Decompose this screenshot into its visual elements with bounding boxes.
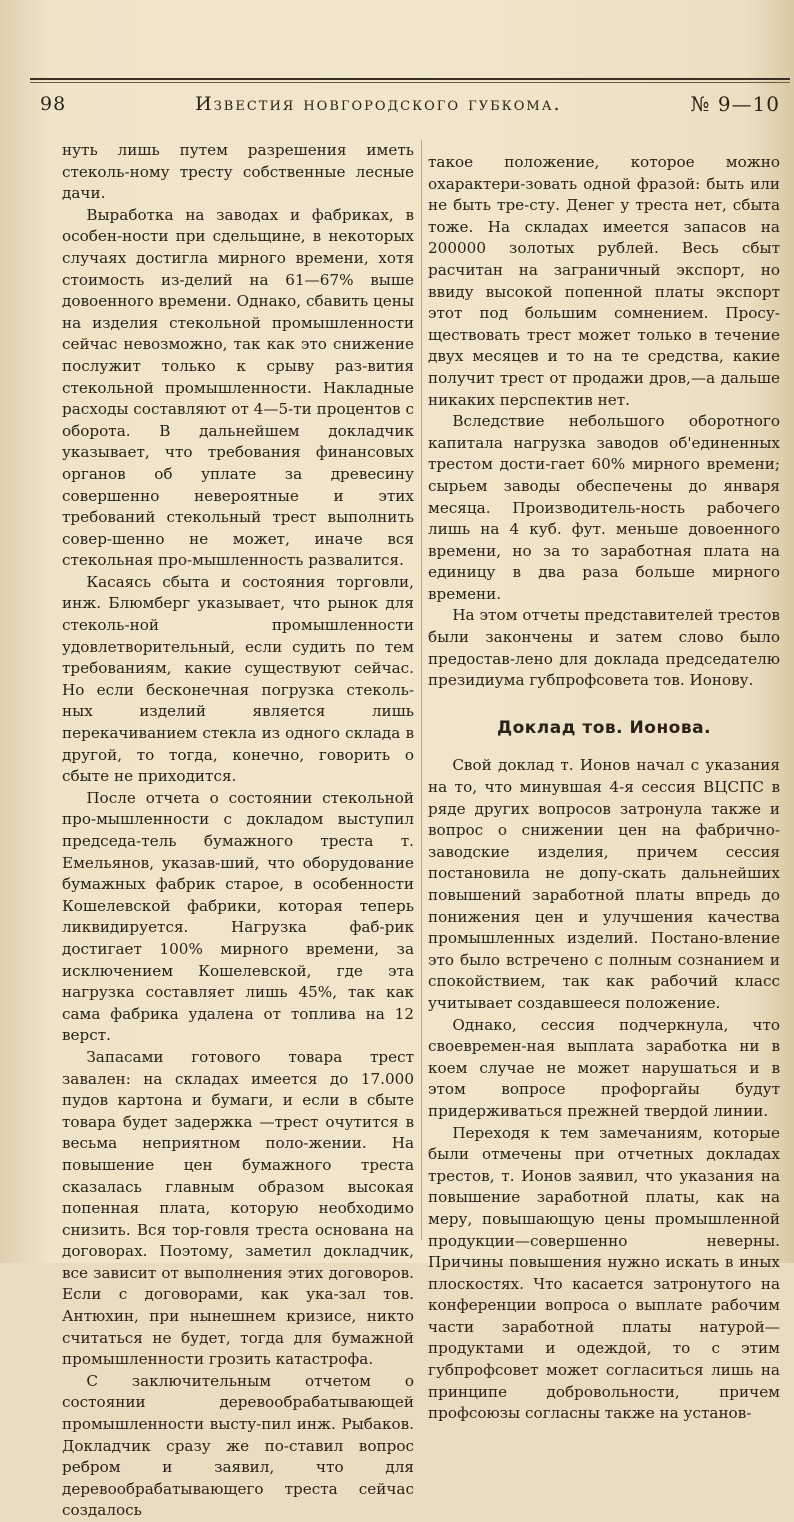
issue-number: № 9—10 xyxy=(690,92,780,116)
left-column xyxy=(62,140,414,1522)
journal-title: Известия новгородского губкома. xyxy=(195,93,562,115)
paragraph: Вследствие небольшого оборотного капитала нагрузка заводов об'единенных трестом дости-гает 60% мирного времени; сырьем заводы обеспечены до января месяца. Производитель-ность рабочего лишь на 4 куб. фут. меньше довоенного времени, но за то заработная плата на единицу в два раза больше мирного времени. xyxy=(428,412,780,603)
paragraph: На этом отчеты представителей трестов были закончены и затем слово было предостав-лено для доклада председателю президиума губпрофсовета тов. Ионову. xyxy=(428,606,780,690)
paragraph: Переходя к тем замечаниям, которые были отмечены при отчетных докладах трестов, т. Ионов заявил, что указания на повышение заработной платы, как на меру, повышающую цены промышленной продукции—совершенно неверны. Причины повышения нужно искать в иных плоскостях. Что касается затронутого на конференции вопроса о выплате рабочим части заработной платы натурой—продуктами и одеждой, то с этим губпрофсовет может согласиться лишь на принципе добровольности, причем профсоюзы согласны также на установ- xyxy=(428,1123,780,1423)
paragraph: Свой доклад т. Ионов начал с указания на то, что минувшая 4-я сессия ВЦСПС в ряде других вопросов затронула также и вопрос о снижении цен на фабрично-заводские изделия, причем сессия постановила не допу-скать дальнейших повышений заработной платы впредь до понижения цен и улучшения качества промышленных изделий. Постано-вление это было встречено с полным сознанием и спокойствием, так как рабочий класс учитывает создавшееся положение. xyxy=(428,756,780,1012)
header-rule xyxy=(30,78,790,80)
paragraph: После отчета о состоянии стекольной про-мышленности с докладом выступил председа-тель бумажного треста т. Емельянов, указав-ший, что оборудование бумажных фабрик старое, в особенности Кошелевской фабрики, которая теперь ликвидируется. Нагрузка фаб-рик достигает 100% мирного времени, за исключением Кошелевской, где эта нагрузка составляет лишь 45%, так как сама фабрика удалена от топлива на 12 верст. xyxy=(62,788,414,1045)
paragraph: С заключительным отчетом о состоянии деревообрабатывающей промышленности высту-пил инж. Рыбаков. Докладчик сразу же по-ставил вопрос ребром и заявил, что для деревообрабатывающего треста сейчас создалось xyxy=(62,1371,414,1520)
paragraph: Выработка на заводах и фабриках, в особен-ности при сдельщине, в некоторых случаях достигла мирного времени, хотя стоимость из-делий на 61—67% выше довоенного времени. Однако, сбавить цены на изделия стекольной промышленности сейчас невозможно, так как это снижение послужит только к срыву раз-вития стекольной промышленности. Накладные расходы составляют от 4—5-ти процентов с оборота. В дальнейшем докладчик указывает, что требования финансовых органов об уплате за древесину совершенно невероятные и этих требований стекольный трест выполнить совер-шенно не может, иначе вся стекольная про-мышленность развалится. xyxy=(62,205,414,570)
paragraph: такое положение, которое можно охарактери-зовать одной фразой: быть или не быть тре-сту. Денег у треста нет, сбыта тоже. На складах имеется запасов на 200000 золотых рублей. Весь сбыт расчитан на заграничный экспорт, но ввиду высокой попенной платы экспорт этот под большим сомнением. Просу-ществовать трест может только в течение двух месяцев и то на те средства, какие получит трест от продажи дров,—а дальше никаких перспектив нет. xyxy=(428,153,780,409)
running-header xyxy=(40,84,780,124)
paragraph: Однако, сессия подчеркнула, что своевремен-ная выплата заработка ни в коем случае не может нарушаться и в этом вопросе профоргайы будут придерживаться прежней твердой линии. xyxy=(428,1015,780,1120)
column-divider xyxy=(421,140,422,1240)
header-rule-thin xyxy=(30,82,790,83)
paragraph: Запасами готового товара трест завален: на складах имеется до 17.000 пудов картона и бумаги, и если в сбыте товара будет задержка —трест очутится в весьма неприятном поло-жении. На повышение цен бумажного треста сказалась главным образом высокая попенная плата, которую необходимо снизить. Вся тор-говля треста основана на договорах. Поэтому, заметил докладчик, все зависит от выполнения этих договоров. Если с договорами, как ука-зал тов. Антюхин, при нынешнем кризисе, никто считаться не будет, тогда для бумажной промышленности грозить катастрофа. xyxy=(62,1047,414,1369)
right-column xyxy=(428,152,780,1425)
section-heading: Доклад тов. Ионова. xyxy=(496,717,712,738)
paragraph: Касаясь сбыта и состояния торговли, инж. Блюмберг указывает, что рынок для стеколь-ной промышленности удовлетворительный, если судить по тем требованиям, какие существуют сейчас. Но если бесконечная погрузка стеколь-ных изделий является лишь перекачиванием стекла из одного склада в другой, то тогда, конечно, говорить о сбыте не приходится. xyxy=(62,572,414,786)
paragraph: нуть лишь путем разрешения иметь стеколь-ному тресту собственные лесные дачи. xyxy=(62,141,414,203)
page-number: 98 xyxy=(40,93,67,115)
